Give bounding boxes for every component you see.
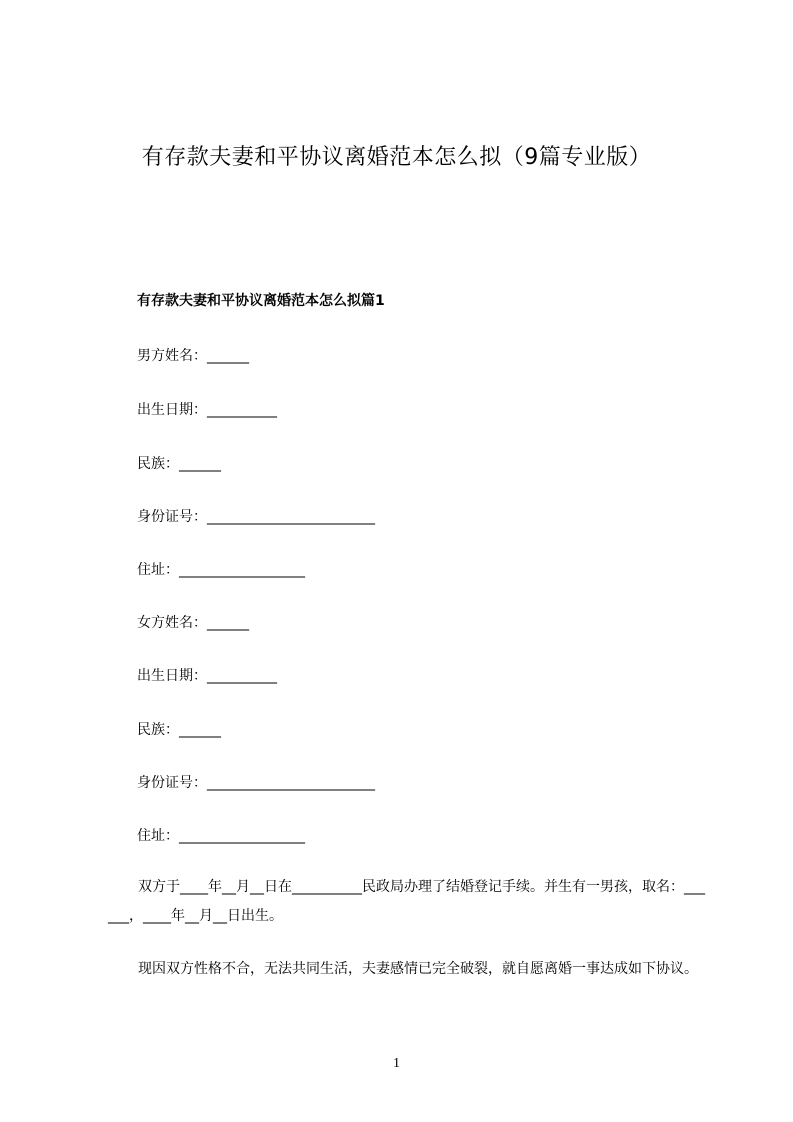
female-address-field: 住址：__________________: [137, 828, 305, 844]
female-id-number-field: 身份证号：________________________: [137, 775, 375, 791]
section-heading: 有存款夫妻和平协议离婚范本怎么拟篇1: [137, 293, 385, 309]
divorce-agreement-paragraph: 现因双方性格不合，无法共同生活，夫妻感情已完全破裂，就自愿离婚一事达成如下协议。: [138, 961, 698, 977]
female-ethnicity-field: 民族：______: [137, 722, 221, 738]
female-name-field: 女方姓名：______: [137, 615, 249, 631]
male-name-field: 男方姓名：______: [137, 348, 249, 364]
page-number: 1: [393, 1056, 400, 1071]
female-birth-date-field: 出生日期：__________: [137, 668, 277, 684]
male-ethnicity-field: 民族：______: [137, 456, 221, 472]
male-id-number-field: 身份证号：________________________: [137, 509, 375, 525]
male-birth-date-field: 出生日期：__________: [137, 402, 277, 418]
marriage-registration-paragraph: 双方于____年__月__日在__________民政局办理了结婚登记手续。并生有一男孩，取名：______，____年__月__日出生。: [108, 879, 705, 924]
document-title: 有存款夫妻和平协议离婚范本怎么拟（9篇专业版）: [141, 145, 652, 170]
male-address-field: 住址：__________________: [137, 562, 305, 578]
